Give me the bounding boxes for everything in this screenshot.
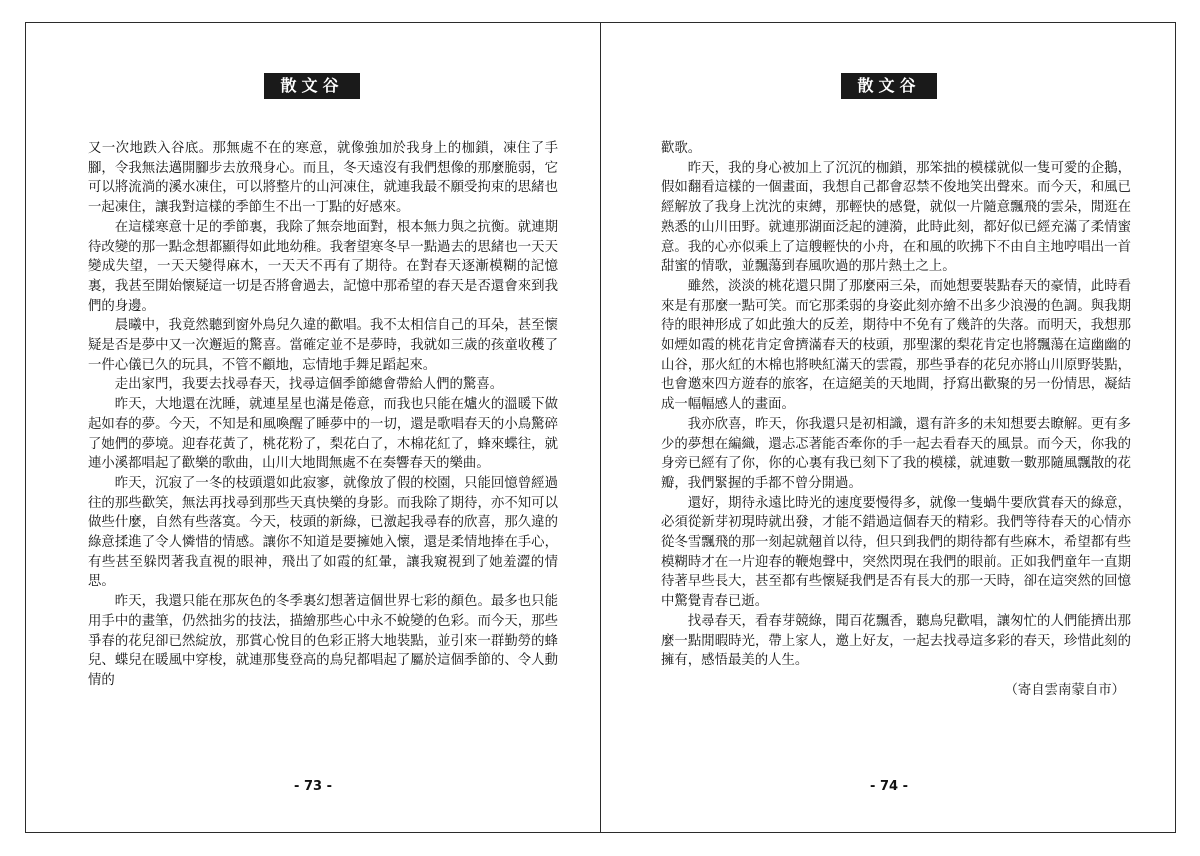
paragraph: 昨天，我的身心被加上了沉沉的枷鎖，那笨拙的模樣就似一隻可愛的企鵝，假如翻看這樣的一個畫面，我想自己都會忍禁不俊地笑出聲來。而今天，和風已經解放了我身上沈沈的束縛，那輕快的感覺，就似一片隨意飄飛的雲朵，閒逛在熟悉的山川田野。就連那湖面泛起的漣漪，此時此刻，都好似已經充滿了柔情蜜意。我的心亦似乘上了這艘輕快的小舟，在和風的吹拂下不由自主地哼唱出一首甜蜜的情歌，並飄蕩到春風吹過的那片熱土之上。 xyxy=(661,160,1131,275)
article-body xyxy=(88,139,558,691)
paragraph: 在這樣寒意十足的季節裏，我除了無奈地面對，根本無力與之抗衡。就連期待改變的那一點念想都顯得如此地幼稚。我奢望寒冬早一點過去的思緒也一天天變成失望，一天天變得麻木，一天天不再有了期待。在對春天逐漸模糊的記憶裏，我甚至開始懷疑這一切是否將會過去，記憶中那希望的春天是否還會來到我們的身邊。 xyxy=(88,219,558,314)
paragraph: 歡歌。 xyxy=(661,141,702,156)
paragraph: 昨天，我還只能在那灰色的冬季裏幻想著這個世界七彩的顏色。最多也只能用手中的畫筆，仍然拙劣的技法，描繪那些心中永不蛻變的色彩。而今天，那些爭春的花兒卻已然綻放，那賞心悅目的色彩正將大地裝點，並引來一群勤勞的蜂兒、蝶兒在暖風中穿梭，就連那隻登高的鳥兒都唱起了屬於這個季節的、令人動情的 xyxy=(88,594,558,688)
paragraph: 還好，期待永遠比時光的速度要慢得多，就像一隻蝸牛要欣賞春天的綠意，必須從新芽初現時就出發，才能不錯過這個春天的精彩。我們等待春天的心情亦從冬雪飄飛的那一刻起就翹首以待，但只到我們的期待都有些麻木，希望都有些模糊時才在一片迎春的鞭炮聲中，突然閃現在我們的眼前。正如我們童年一直期待著早些長大，甚至都有些懷疑我們是否有長大的那一天時，卻在這突然的回憶中驚覺青春已逝。 xyxy=(661,495,1131,610)
page-header: 散文谷 xyxy=(841,73,937,99)
paragraph: 走出家門，我要去找尋春天，找尋這個季節總會帶給人們的驚喜。 xyxy=(114,377,504,393)
page-header: 散文谷 xyxy=(264,73,360,99)
paragraph: 晨曦中，我竟然聽到窗外鳥兒久違的歡唱。我不太相信自己的耳朵，甚至懷疑是否是夢中又一次邂逅的驚喜。當確定並不是夢時，我就如三歲的孩童收穫了一件心儀已久的玩具，不管不顧地，忘情地手舞足蹈起來。 xyxy=(88,318,558,373)
paragraph: 我亦欣喜，昨天，你我還只是初相識，還有許多的未知想要去瞭解。更有多少的夢想在編織，還忐忑著能否牽你的手一起去看春天的風景。而今天，你我的身旁已經有了你，你的心裏有我已刻下了我的模樣，就連數一數那隨風飄散的花瓣，我們緊握的手都不曾分開過。 xyxy=(661,416,1131,491)
paragraph: 找尋春天，看春芽競綠，聞百花飄香，聽鳥兒歡唱，讓匆忙的人們能擠出那麼一點閒暇時光，帶上家人，邀上好友，一起去找尋這多彩的春天，珍惜此刻的擁有，感悟最美的人生。 xyxy=(661,613,1131,669)
left-page xyxy=(26,23,601,832)
paragraph: 又一次地跌入谷底。那無處不在的寒意，就像強加於我身上的枷鎖，凍住了手腳，令我無法邁開腳步去放飛身心。而且，冬天遠沒有我們想像的那麼脆弱，它可以將流淌的溪水凍住，可以將整片的山河凍住，就連我最不願受拘束的思緒也一起凍住，讓我對這樣的季節生不出一丁點的好感來。 xyxy=(88,141,558,216)
paragraph: 昨天，沉寂了一冬的枝頭還如此寂寥，就像放了假的校園，只能回憶曾經過往的那些歡笑，無法再找尋到那些天真快樂的身影。而我除了期待，亦不知可以做些什麼，自然有些落寞。今天，枝頭的新綠，已激起我尋春的欣喜，那久違的綠意揉進了令人憐惜的情感。讓你不知道是要擁她入懷，還是柔情地捧在手心，有些甚至躲閃著我直視的眼神，飛出了如霞的紅暈，讓我窺視到了她羞澀的情思。 xyxy=(88,475,558,590)
author-signature: （寄自雲南蒙自市） xyxy=(1004,682,1125,698)
article-body xyxy=(661,139,1131,701)
page-number: - 73 - xyxy=(294,779,332,794)
page-number: - 74 - xyxy=(870,779,908,794)
right-page xyxy=(601,23,1177,832)
paragraph: 昨天，大地還在沈睡，就連星星也滿是倦意，而我也只能在爐火的溫暖下做起如春的夢。今天，不知是和風喚醒了睡夢中的一切，還是歌唱春天的小鳥驚碎了她們的夢境。迎春花黃了，桃花粉了，梨花白了，木棉花紅了，蜂來蝶往，就連小溪都唱起了歡樂的歌曲，山川大地間無處不在奏響春天的樂曲。 xyxy=(88,397,558,472)
paragraph: 雖然，淡淡的桃花還只開了那麼兩三朵，而她想要裝點春天的豪情，此時看來是有那麼一點可笑。而它那柔弱的身姿此刻亦繪不出多少浪漫的色調。與我期待的眼神形成了如此強大的反差，期待中不免有了幾許的失落。而明天，我想那如煙如霞的桃花肯定會擠滿春天的枝頭，那聖潔的梨花肯定也將飄蕩在這幽幽的山谷，那火紅的木棉也將映紅滿天的雲霞，那些爭春的花兒亦將山川原野裝點，也會邀來四方遊春的旅客，在這絕美的天地間，抒寫出歡聚的另一份情思，凝結成一幅幅感人的畫面。 xyxy=(661,278,1131,413)
book-spread xyxy=(25,22,1176,833)
